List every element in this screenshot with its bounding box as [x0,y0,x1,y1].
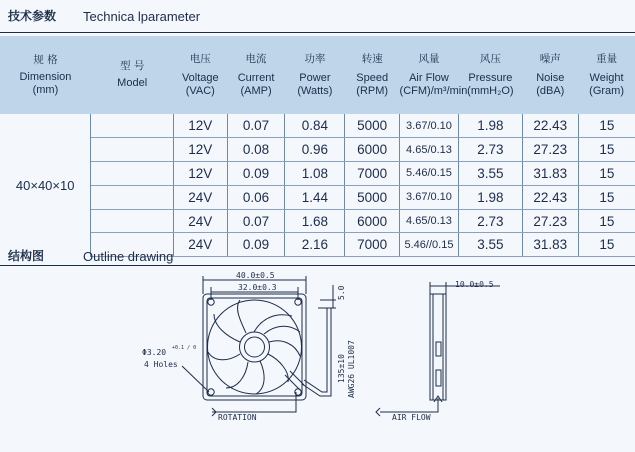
outline-title-en: Outline drawing [83,249,174,264]
model-cell [91,185,174,209]
header-cell [458,36,522,114]
fan-front-view [203,294,306,400]
current-cell: 0.07 [227,209,285,233]
header-en: Weight [589,71,624,84]
current-cell: 0.09 [227,162,285,186]
hole-count-label: 4 Holes [144,360,178,369]
power-cell: 1.68 [285,209,345,233]
noise-cell: 27.23 [522,138,578,162]
voltage-cell: 12V [173,114,227,138]
airflow-cell: 5.46/0.15 [400,162,459,186]
outline-drawing [0,270,635,452]
outline-title-rule [0,265,635,266]
header-en: Voltage [181,71,219,84]
spec-table [0,36,635,257]
noise-cell: 27.23 [522,209,578,233]
current-cell: 0.07 [227,114,285,138]
hole-tolerance-label: +0.1 / 0 [172,345,197,351]
dim-hole-spacing-label: 32.0±0.3 [238,283,277,292]
speed-cell: 5000 [345,114,400,138]
dimension-cell: 40×40×10 [0,114,91,257]
spec-title-rule [0,32,635,33]
table-row [0,185,635,209]
spec-section-title [8,6,200,24]
header-cell [91,36,174,114]
dim-width-label: 40.0±0.5 [236,271,275,280]
model-cell [91,162,174,186]
dim-wire-offset-label: 5.0 [337,285,346,300]
speed-cell: 6000 [345,138,400,162]
power-cell: 2.16 [285,233,345,257]
power-cell: 0.96 [285,138,345,162]
pressure-cell: 1.98 [458,185,522,209]
fan-side-view [430,294,446,400]
outline-section-title [8,246,173,264]
header-cell [173,36,227,114]
header-en: Power [299,71,331,84]
header-en: (VAC) [185,84,215,97]
spec-table-body [0,114,635,257]
header-en: (CFM)/m³/min [399,84,468,97]
current-cell: 0.08 [227,138,285,162]
header-cell [345,36,400,114]
header-cn: 重量 [596,52,618,65]
header-en: Speed [356,71,389,84]
noise-cell: 31.83 [522,233,578,257]
spec-title-en: Technica lparameter [83,9,201,24]
voltage-cell: 24V [173,233,227,257]
weight-cell: 15 [578,185,635,209]
header-en: (mm) [32,83,59,96]
table-row [0,114,635,138]
airflow-cell: 3.67/0.10 [400,185,459,209]
current-cell: 0.09 [227,233,285,257]
header-en: Dimension [19,70,72,83]
header-cn: 电流 [245,52,267,65]
hole-diameter-label: Φ3.20 [142,348,167,357]
header-en: Pressure [468,71,513,84]
header-en: Air Flow [409,71,449,84]
header-cn: 风压 [479,52,501,65]
header-cn: 风量 [418,52,440,65]
header-cn: 功率 [304,52,326,65]
header-en: (AMP) [240,84,272,97]
header-cn: 转速 [361,52,383,65]
header-en: (dBA) [536,84,565,97]
header-en: Model [117,77,148,89]
speed-cell: 6000 [345,209,400,233]
airflow-cell: 4.65/0.13 [400,209,459,233]
header-cell [285,36,345,114]
header-cell [0,36,91,114]
power-cell: 0.84 [285,114,345,138]
airflow-label: AIR FLOW [392,413,431,422]
weight-cell: 15 [578,114,635,138]
noise-cell: 31.83 [522,162,578,186]
voltage-cell: 12V [173,162,227,186]
weight-cell: 15 [578,209,635,233]
rotation-label: ROTATION [218,413,257,422]
header-cn: 电压 [189,52,211,65]
header-en: (mmH₂O) [467,84,514,97]
wire-spec-label: AWG26 UL1007 [347,340,356,398]
header-cn: 规 格 [33,53,58,66]
table-row [0,138,635,162]
outline-title-cn: 结构图 [8,249,45,263]
dim-depth-label: 10.0±0.5 [455,280,494,289]
header-en: (RPM) [356,84,389,97]
noise-cell: 22.43 [522,114,578,138]
header-cn: 型 号 [119,60,145,72]
header-en: (Watts) [297,84,333,97]
header-cell [522,36,578,114]
dim-wire-length-label: 135±10 [337,354,346,383]
spec-header-row [0,36,635,114]
header-en: (Gram) [589,84,624,97]
weight-cell: 15 [578,138,635,162]
voltage-cell: 24V [173,209,227,233]
header-cell [578,36,635,114]
weight-cell: 15 [578,233,635,257]
header-cell [227,36,285,114]
voltage-cell: 24V [173,185,227,209]
airflow-cell: 5.46//0.15 [400,233,459,257]
header-en: Noise [536,71,565,84]
model-cell [91,209,174,233]
noise-cell: 22.43 [522,185,578,209]
current-cell: 0.06 [227,185,285,209]
model-cell [91,138,174,162]
model-cell [91,114,174,138]
header-en: Current [237,71,275,84]
power-cell: 1.08 [285,162,345,186]
voltage-cell: 12V [173,138,227,162]
speed-cell: 7000 [345,233,400,257]
pressure-cell: 2.73 [458,209,522,233]
airflow-cell: 3.67/0.10 [400,114,459,138]
pressure-cell: 1.98 [458,114,522,138]
spec-title-cn: 技术参数 [8,9,57,23]
pressure-cell: 2.73 [458,138,522,162]
pressure-cell: 3.55 [458,233,522,257]
header-cell [399,36,468,114]
speed-cell: 5000 [345,185,400,209]
table-row [0,209,635,233]
airflow-cell: 4.65/0.13 [400,138,459,162]
weight-cell: 15 [578,162,635,186]
speed-cell: 7000 [345,162,400,186]
table-row [0,162,635,186]
pressure-cell: 3.55 [458,162,522,186]
header-cn: 噪声 [539,52,561,65]
power-cell: 1.44 [285,185,345,209]
